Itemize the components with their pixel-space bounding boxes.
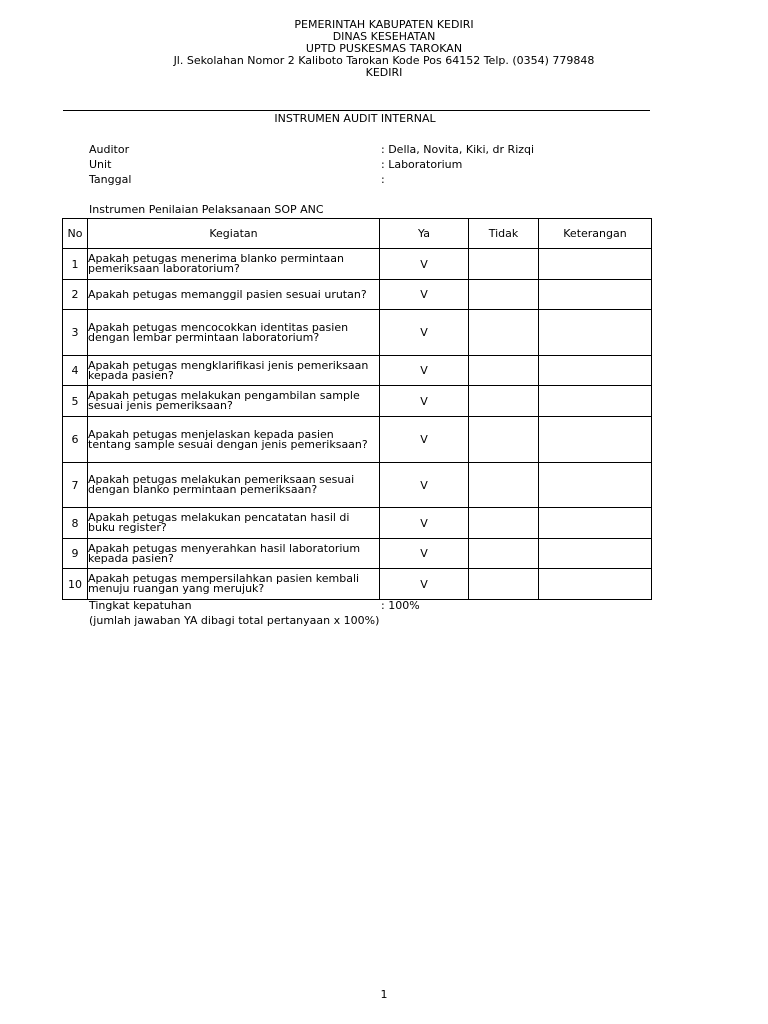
row-ya: V: [380, 508, 469, 539]
audit-table: [62, 218, 652, 600]
table-row: [63, 539, 652, 569]
kepatuhan-label: Tingkat kepatuhan: [89, 599, 192, 612]
row-number: 6: [63, 417, 88, 463]
table-row: [63, 417, 652, 463]
column-header-tidak: Tidak: [469, 219, 539, 249]
row-number: 4: [63, 356, 88, 386]
table-header-row: [63, 219, 652, 249]
row-keterangan: [539, 508, 652, 539]
page-number: 1: [380, 988, 388, 1001]
letterhead-department: DINAS KESEHATAN: [332, 30, 436, 43]
row-tidak: [469, 569, 539, 600]
row-keterangan: [539, 463, 652, 508]
column-header-kegiatan: Kegiatan: [88, 219, 380, 249]
row-keterangan: [539, 249, 652, 280]
row-kegiatan: Apakah petugas melakukan pemeriksaan sesuai dengan blanko permintaan pemeriksaan?: [88, 463, 380, 508]
row-tidak: [469, 463, 539, 508]
row-keterangan: [539, 417, 652, 463]
letterhead: [0, 19, 768, 79]
tanggal-value: :: [381, 173, 385, 186]
row-number: 8: [63, 508, 88, 539]
table-row: [63, 310, 652, 356]
row-ya: V: [380, 569, 469, 600]
column-header-ya: Ya: [380, 219, 469, 249]
row-ya: V: [380, 280, 469, 310]
row-ya: V: [380, 417, 469, 463]
table-row: [63, 280, 652, 310]
row-keterangan: [539, 569, 652, 600]
row-kegiatan: Apakah petugas melakukan pencatatan hasil di buku register?: [88, 508, 380, 539]
row-kegiatan: Apakah petugas mengklarifikasi jenis pemeriksaan kepada pasien?: [88, 356, 380, 386]
row-keterangan: [539, 386, 652, 417]
auditor-value: : Della, Novita, Kiki, dr Rizqi: [381, 143, 535, 156]
row-ya: V: [380, 310, 469, 356]
row-tidak: [469, 356, 539, 386]
row-tidak: [469, 417, 539, 463]
row-number: 10: [63, 569, 88, 600]
row-tidak: [469, 310, 539, 356]
row-keterangan: [539, 310, 652, 356]
auditor-label: Auditor: [89, 143, 130, 156]
row-kegiatan: Apakah petugas melakukan pengambilan sample sesuai jenis pemeriksaan?: [88, 386, 380, 417]
row-number: 9: [63, 539, 88, 569]
row-ya: V: [380, 249, 469, 280]
row-kegiatan: Apakah petugas menyerahkan hasil laboratorium kepada pasien?: [88, 539, 380, 569]
tanggal-label: Tanggal: [89, 173, 132, 186]
letterhead-government: PEMERINTAH KABUPATEN KEDIRI: [294, 18, 474, 31]
row-kegiatan: Apakah petugas mencocokkan identitas pasien dengan lembar permintaan laboratorium?: [88, 310, 380, 356]
kepatuhan-value: : 100%: [381, 599, 420, 612]
letterhead-address: Jl. Sekolahan Nomor 2 Kaliboto Tarokan Kode Pos 64152 Telp. (0354) 779848: [173, 54, 595, 67]
row-number: 7: [63, 463, 88, 508]
row-ya: V: [380, 356, 469, 386]
row-keterangan: [539, 539, 652, 569]
header-divider: [63, 110, 650, 111]
row-number: 1: [63, 249, 88, 280]
row-kegiatan: Apakah petugas mempersilahkan pasien kembali menuju ruangan yang merujuk?: [88, 569, 380, 600]
row-kegiatan: Apakah petugas menerima blanko permintaan pemeriksaan laboratorium?: [88, 249, 380, 280]
row-ya: V: [380, 386, 469, 417]
row-tidak: [469, 280, 539, 310]
row-tidak: [469, 386, 539, 417]
table-row: [63, 386, 652, 417]
row-ya: V: [380, 539, 469, 569]
row-kegiatan: Apakah petugas memanggil pasien sesuai urutan?: [88, 280, 380, 310]
row-number: 3: [63, 310, 88, 356]
table-caption: Instrumen Penilaian Pelaksanaan SOP ANC: [89, 203, 324, 216]
letterhead-city: KEDIRI: [365, 66, 403, 79]
table-row: [63, 508, 652, 539]
table-row: [63, 463, 652, 508]
unit-value: : Laboratorium: [381, 158, 463, 171]
document-title: INSTRUMEN AUDIT INTERNAL: [274, 112, 436, 125]
row-ya: V: [380, 463, 469, 508]
row-keterangan: [539, 280, 652, 310]
column-header-no: No: [63, 219, 88, 249]
row-tidak: [469, 508, 539, 539]
unit-label: Unit: [89, 158, 112, 171]
table-row: [63, 356, 652, 386]
formula-note: (jumlah jawaban YA dibagi total pertanyaan x 100%): [89, 614, 380, 627]
letterhead-puskesmas: UPTD PUSKESMAS TAROKAN: [305, 42, 463, 55]
row-kegiatan: Apakah petugas menjelaskan kepada pasien tentang sample sesuai dengan jenis pemeriksaan?: [88, 417, 380, 463]
column-header-keterangan: Keterangan: [539, 219, 652, 249]
row-tidak: [469, 249, 539, 280]
row-tidak: [469, 539, 539, 569]
row-number: 5: [63, 386, 88, 417]
row-keterangan: [539, 356, 652, 386]
table-row: [63, 569, 652, 600]
table-row: [63, 249, 652, 280]
row-number: 2: [63, 280, 88, 310]
